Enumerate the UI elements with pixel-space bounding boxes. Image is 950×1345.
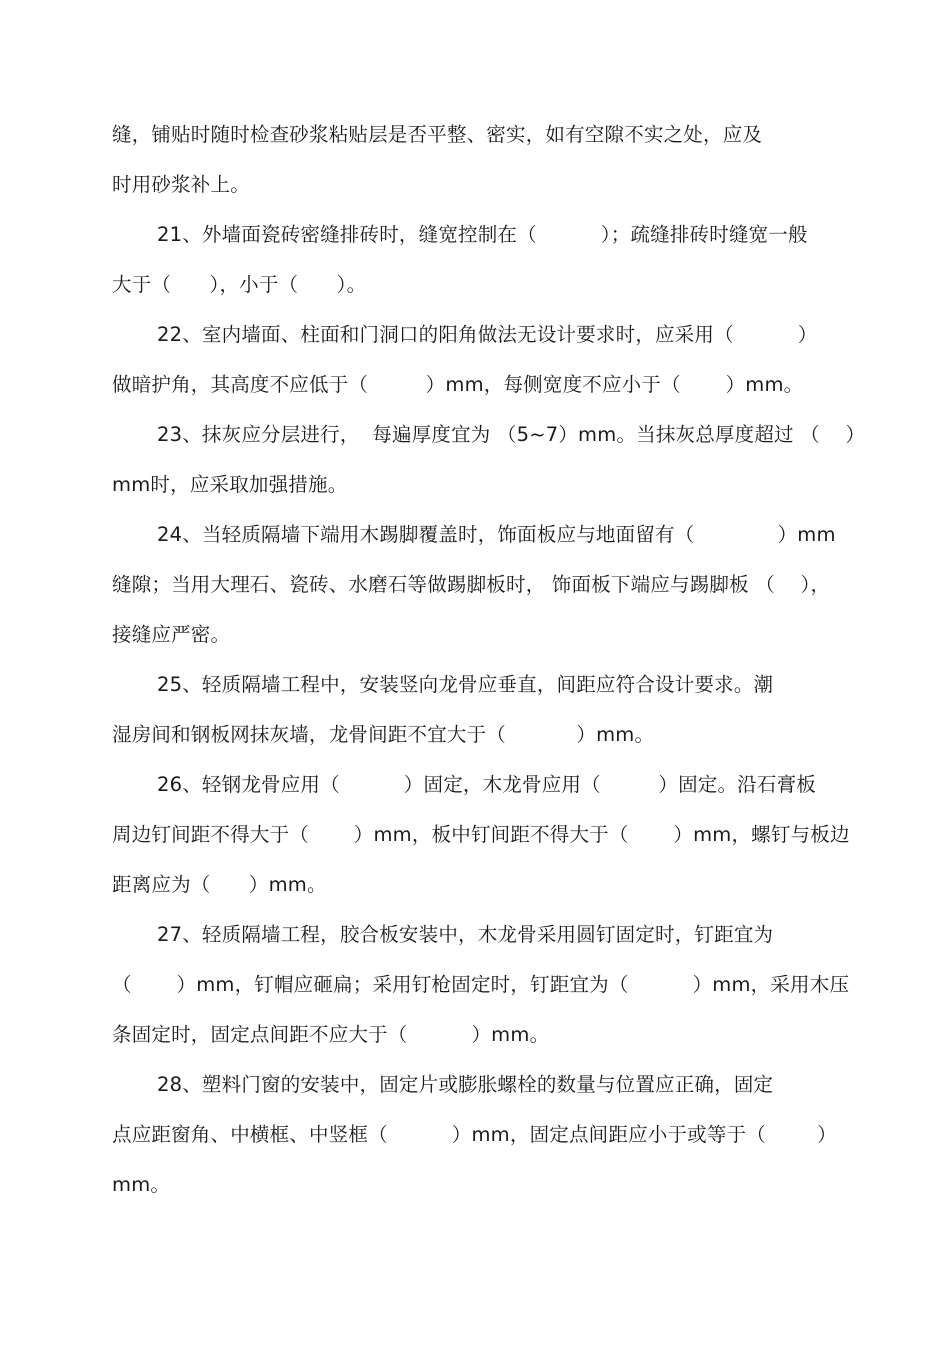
text-line: 缝隙；当用大理石、瓷砖、水磨石等做踢脚板时， 饰面板下端应与踢脚板 （ ）， [112,573,831,596]
text-line: mm时，应采取加强措施。 [112,473,348,496]
text-line: 大于（ ），小于（ ）。 [112,273,367,296]
text-line: 湿房间和钢板网抹灰墙，龙骨间距不宜大于（ ）mm。 [112,723,655,746]
question-21-line: 21、外墙面瓷砖密缝排砖时，缝宽控制在（ ）；疏缝排砖时缝宽一般 [157,223,808,246]
question-26-line: 26、轻钢龙骨应用（ ）固定，木龙骨应用（ ）固定。沿石膏板 [157,773,816,796]
question-23-line: 23、抹灰应分层进行， 每遍厚度宜为 （5~7）mm。当抹灰总厚度超过 （ ） [157,423,866,446]
text-line: 做暗护角，其高度不应低于（ ）mm，每侧宽度不应小于（ ）mm。 [112,373,804,396]
text-line: mm。 [112,1173,171,1196]
text-line: 周边钉间距不得大于（ ）mm，板中钉间距不得大于（ ）mm，螺钉与板边 [112,823,850,846]
question-27-line: 27、轻质隔墙工程，胶合板安装中，木龙骨采用圆钉固定时，钉距宜为 [157,923,774,946]
text-line: 距离应为（ ）mm。 [112,873,327,896]
text-line: 缝，铺贴时随时检查砂浆粘贴层是否平整、密实，如有空隙不实之处，应及 [112,123,763,146]
text-line: 接缝应严密。 [112,623,231,646]
text-line: 时用砂浆补上。 [112,173,250,196]
text-line: 点应距窗角、中横框、中竖框（ ）mm，固定点间距应小于或等于（ ） [112,1123,837,1146]
text-line: 条固定时，固定点间距不应大于（ ）mm。 [112,1023,550,1046]
question-24-line: 24、当轻质隔墙下端用木踢脚覆盖时，饰面板应与地面留有（ ）mm [157,523,836,546]
question-22-line: 22、室内墙面、柱面和门洞口的阳角做法无设计要求时，应采用（ ） [157,323,818,346]
question-28-line: 28、塑料门窗的安装中，固定片或膨胀螺栓的数量与位置应正确，固定 [157,1073,774,1096]
text-line: （ ）mm，钉帽应砸扁；采用钉枪固定时，钉距宜为（ ）mm，采用木压 [112,973,850,996]
question-25-line: 25、轻质隔墙工程中，安装竖向龙骨应垂直，间距应符合设计要求。潮 [157,673,774,696]
